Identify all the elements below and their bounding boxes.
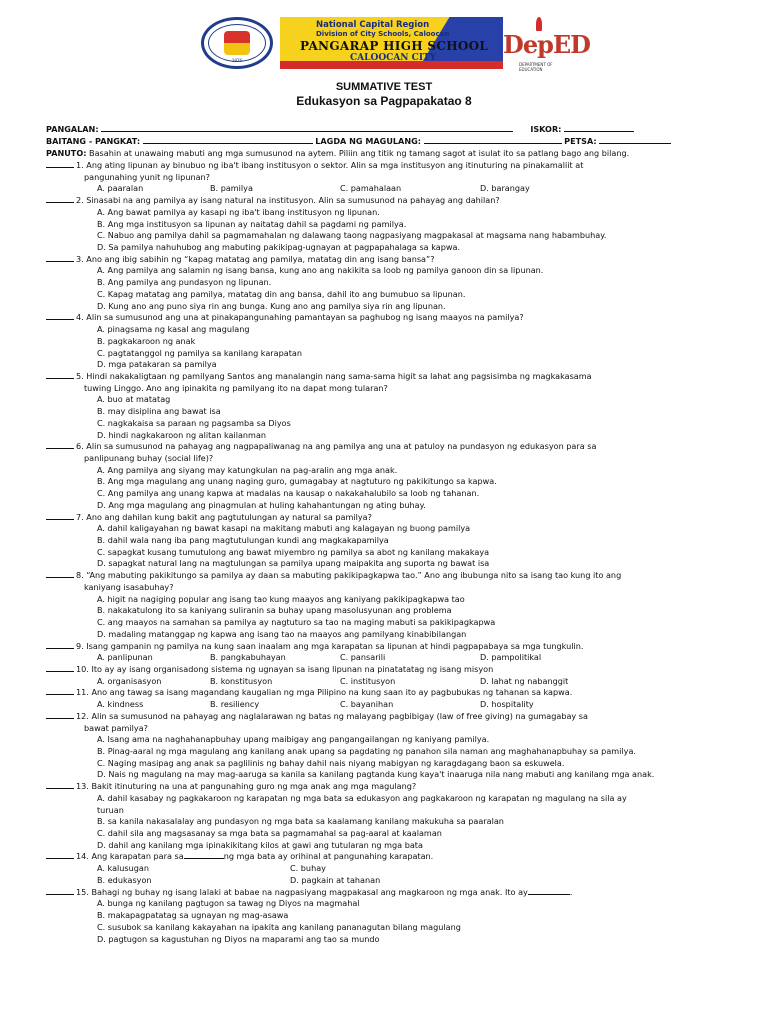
answer-choice: B. Ang pamilya ang pundasyon ng lipunan.: [97, 277, 272, 288]
answer-choice: D. Sa pamilya nahuhubog ang mabuting pakikipag-ugnayan at pagpapahalaga sa kapwa.: [97, 242, 461, 253]
answer-choice: A. pinagsama ng kasal ang magulang: [97, 324, 250, 335]
question-text: 15. Bahagi ng buhay ng isang lalaki at babae na nagpasiyang magpakasal ang magkaroon ng mga anak. Ito ay: [76, 886, 528, 897]
question-text: 13. Bakit itinuturing na una at pangunahing guro ng mga anak ang mga magulang?: [76, 781, 417, 792]
answer-choice: A. paaralan: [97, 183, 144, 194]
name-field[interactable]: [101, 124, 513, 132]
answer-choice: A. Ang pamilya ang salamin ng isang bansa, kung ano ang nakikita sa loob ng pamilya ganoon din sa lipunan.: [97, 265, 544, 276]
parent-signature-field[interactable]: [424, 136, 562, 144]
answer-choice: C. Kapag matatag ang pamilya, matatag din ang bansa, dahil ito ang bumubuo sa lipunan.: [97, 288, 466, 299]
answer-choice: C. susubok sa kanilang kakayahan na ipakita ang kanilang pananagutan bilang magulang: [97, 921, 461, 932]
answer-choice: B. nakakatulong ito sa kaniyang suliranin sa buhay upang masolusyunan ang problema: [97, 605, 452, 616]
answer-choice: turuan: [97, 804, 124, 815]
school-banner: [280, 17, 503, 69]
answer-choice: A. bunga ng kanilang pagtugon sa tawag ng Diyos na magmahal: [97, 898, 360, 909]
answer-choice: D. dahil ang kanilang mga ipinakikitang kilos at gawi ang tutularan ng mga bata: [97, 839, 423, 850]
answer-choice: D. hospitality: [480, 699, 534, 710]
grade-section-label: BAITANG - PANGKAT:: [46, 136, 141, 146]
answer-choice: C. bayanihan: [340, 699, 394, 710]
answer-blank[interactable]: [46, 887, 74, 895]
question-text-continued: kaniyang isasabuhay?: [84, 581, 174, 592]
question-text-continued: pangunahing yunit ng lipunan?: [84, 171, 210, 182]
answer-blank[interactable]: [46, 254, 74, 262]
name-row: [46, 124, 634, 135]
answer-choice: B. pagkakaroon ng anak: [97, 335, 196, 346]
question-text: 9. Isang gampanin ng pamilya na kung saan inaalam ang mga karapatan sa lipunan at hindi pagpapabaya sa mga tungkulin.: [76, 640, 584, 651]
answer-choice: C. buhay: [290, 863, 326, 874]
question-stem: [46, 512, 372, 523]
answer-choice: C. pamahalaan: [340, 183, 402, 194]
question-stem: [46, 312, 524, 323]
answer-blank[interactable]: [46, 851, 74, 859]
question-text: 1. Ang ating lipunan ay binubuo ng iba't ibang institusyon o sektor. Alin sa mga institusyon ang itinuturing na pinakamaliit at: [76, 160, 584, 170]
answer-choice: D. pampolitikal: [480, 652, 542, 663]
region-text: National Capital Region: [316, 20, 430, 30]
deped-logo-icon: DepED DEPARTMENT OF EDUCATION: [503, 17, 573, 71]
answer-blank[interactable]: [46, 570, 74, 578]
question-stem: [46, 641, 583, 652]
answer-choice: B. may disiplina ang bawat isa: [97, 406, 221, 417]
page-subtitle: Edukasyon sa Pagpapakatao 8: [296, 94, 472, 108]
answer-choice: B. dahil wala nang iba pang magtutulungan kundi ang magkakapamilya: [97, 535, 389, 546]
school-name: PANGARAP HIGH SCHOOL: [300, 39, 489, 53]
answer-choice: C. dahil sila ang magsasanay sa mga bata sa pagmamahal sa pag-aaral at kaalaman: [97, 828, 442, 839]
division-text: Division of City Schools, Caloocan: [316, 30, 450, 38]
answer-choice: A. kindness: [97, 699, 144, 710]
question-text: 10. Ito ay ay isang organisadong sistema ng ugnayan sa isang lipunan na pinatatatag ng isang misyon: [76, 663, 494, 674]
score-label: ISKOR:: [530, 124, 562, 134]
question-stem: 15. Bahagi ng buhay ng isang lalaki at babae na nagpasiyang magpakasal ang magkaroon ng mga anak. Ito ay .: [46, 887, 572, 898]
question-text: 4. Alin sa sumusunod ang una at pinakapangunahing pamantayan sa paghubog ng isang maayos na pamilya?: [76, 312, 524, 323]
answer-choice: B. Ang mga magulang ang unang naging guro, gumagabay at nagtuturo ng pakikitungo sa kapwa.: [97, 476, 497, 487]
answer-choice: D. madaling matanggap ng kapwa ang isang tao na maayos ang pamilyang kinabibilangan: [97, 628, 467, 639]
answer-blank[interactable]: [46, 371, 74, 379]
answer-blank[interactable]: [46, 711, 74, 719]
answer-choice: C. Naging masipag ang anak sa paglilinis ng bahay dahil nais niyang mabigyan ng karagdagang baon sa eskuwela.: [97, 757, 565, 768]
answer-choice: D. pagtugon sa kagustuhan ng Diyos na maparami ang tao sa mundo: [97, 933, 380, 944]
answer-choice: D. lahat ng nabanggit: [480, 675, 569, 686]
answer-choice: A. dahil kaligayahan ng bawat kasapi na makitang mabuti ang kalagayan ng buong pamilya: [97, 523, 471, 534]
answer-choice: C. nagkakaisa sa paraan ng pagsamba sa Diyos: [97, 417, 291, 428]
question-stem: [46, 851, 433, 862]
question-stem: [46, 371, 592, 382]
question-stem: [46, 687, 572, 698]
answer-blank[interactable]: [46, 687, 74, 695]
inline-blank[interactable]: [184, 851, 224, 859]
question-text-continued: ng mga bata ay orihinal at pangunahing karapatan.: [223, 851, 434, 862]
name-label: PANGALAN:: [46, 124, 99, 134]
question-stem: [46, 195, 500, 206]
answer-choice: B. resiliency: [210, 699, 260, 710]
answer-choice: A. organisasyon: [97, 675, 162, 686]
answer-choice: B. sa kanila nakasalalay ang pundasyon ng mga bata sa kaalamang kanilang makukuha sa paaralan: [97, 816, 504, 827]
answer-choice: B. Ang mga institusyon sa lipunan ay naitatag dahil sa pagdami ng pamilya.: [97, 218, 407, 229]
score-field[interactable]: [564, 124, 634, 132]
question-text: 11. Ano ang tawag sa isang magandang kaugalian ng mga Pilipino na kung saan ito ay pagbubukas ng tahanan sa kapwa.: [76, 687, 573, 698]
answer-blank[interactable]: [46, 160, 74, 168]
answer-choice: C. institusyon: [340, 675, 396, 686]
question-stem: [46, 781, 416, 792]
grade-section-field[interactable]: [143, 136, 313, 144]
answer-choice: D. hindi nagkakaroon ng alitan kailanman: [97, 429, 267, 440]
answer-choice: A. Isang ama na naghahanapbuhay upang maibigay ang pangangailangan ng kaniyang pamilya.: [97, 734, 490, 745]
instructions-label: PANUTO:: [46, 148, 87, 158]
answer-choice: B. pangkabuhayan: [210, 652, 286, 663]
answer-choice: B. pamilya: [210, 183, 253, 194]
page-title: SUMMATIVE TEST: [335, 81, 433, 93]
answer-choice: C. pagtatanggol ng pamilya sa kanilang karapatan: [97, 347, 302, 358]
question-stem: [46, 441, 596, 452]
answer-choice: D. Ang mga magulang ang pinagmulan at huling kahahantungan ng ating buhay.: [97, 499, 426, 510]
answer-choice: B. edukasyon: [97, 874, 152, 885]
answer-choice: C. sapagkat kusang tumutulong ang bawat miyembro ng pamilya sa abot ng kanilang makakaya: [97, 546, 490, 557]
city-name: CALOOCAN CITY: [350, 53, 437, 63]
instructions-text: Basahin at unawaing mabuti ang mga sumusunod na aytem. Piliin ang titik ng tamang sagot at isulat ito sa patlang bago ang bilang.: [89, 148, 630, 158]
inline-blank[interactable]: [528, 887, 570, 895]
answer-choice: D. Kung ano ang puno siya rin ang bunga. Kung ano ang pamilya siya rin ang lipunan.: [97, 300, 446, 311]
instructions: [46, 148, 629, 159]
parent-signature-label: LAGDA NG MAGULANG:: [315, 136, 421, 146]
answer-choice: D. Nais ng magulang na may mag-aaruga sa kanila sa kanilang pagtanda kung kaya't inaaruga nila nang mabuti ang kanilang mga anak.: [97, 769, 655, 780]
answer-blank[interactable]: [46, 512, 74, 520]
answer-choice: C. ang maayos na samahan sa pamilya ay nagtuturo sa tao na maging mabuti sa pakikipagkapwa: [97, 617, 496, 628]
answer-choice: A. dahil kasabay ng pagkakaroon ng karapatan ng mga bata sa edukasyon ang pagkakaroon ng karapatan ng magulang na sila ay: [97, 792, 627, 803]
question-text: 2. Sinasabi na ang pamilya ay isang natural na institusyon. Alin sa sumusunod na pahayag ang dahilan?: [76, 195, 500, 206]
question-stem: [46, 570, 621, 581]
school-seal-icon: 1976: [201, 17, 273, 69]
answer-blank[interactable]: [46, 664, 74, 672]
question-stem: [46, 254, 434, 265]
question-stem: [46, 160, 583, 171]
date-label: PETSA:: [564, 136, 597, 146]
question-stem: [46, 664, 493, 675]
question-stem: [46, 711, 588, 722]
answer-choice: C. Ang pamilya ang unang kapwa at madalas na kausap o nakakahalubilo sa loob ng tahanan.: [97, 488, 480, 499]
page-header: [0, 0, 768, 78]
answer-choice: A. Ang bawat pamilya ay kasapi ng iba't ibang institusyon ng lipunan.: [97, 206, 380, 217]
question-text: 12. Alin sa sumusunod na pahayag ang naglalarawan ng batas ng malayang pagbibigay (law of free giving) na gumagabay sa: [76, 710, 588, 721]
question-text: 14. Ang karapatan para sa: [76, 851, 184, 862]
question-text-continued: bawat pamilya?: [84, 722, 148, 733]
question-text: 5. Hindi nakakaligtaan ng pamilyang Santos ang manalangin nang sama-sama higit sa lahat ang pagsisimba ng magkakasama: [76, 370, 592, 381]
answer-choice: B. makapagpatatag sa ugnayan ng mag-asawa: [97, 910, 289, 921]
answer-choice: D. barangay: [480, 183, 530, 194]
answer-choice: D. sapagkat natural lang na magtulungan sa pamilya upang maipakita ang suporta ng bawat isa: [97, 558, 490, 569]
grade-row: [46, 136, 671, 147]
question-text: 8. “Ang mabuting pakikitungo sa pamilya ay daan sa mabuting pakikipagkapwa tao.” Ano ang ibubunga nito sa isang tao kung ito ang: [76, 570, 622, 581]
answer-choice: A. Ang pamilya ang siyang may katungkulan na pag-aralin ang mga anak.: [97, 464, 398, 475]
answer-blank[interactable]: [46, 781, 74, 789]
answer-blank[interactable]: [46, 441, 74, 449]
question-text: 6. Alin sa sumusunod na pahayag ang nagpapaliwanag na ang pamilya ang una at patuloy na pundasyon ng edukasyon para sa: [76, 441, 597, 452]
answer-choice: C. pansarili: [340, 652, 386, 663]
question-text: 3. Ano ang ibig sabihin ng “kapag matatag ang pamilya, matatag din ang isang bansa”?: [76, 253, 435, 264]
question-text-continued: panlipunang buhay (social life)?: [84, 453, 214, 463]
answer-choice: C. Nabuo ang pamilya dahil sa pagmamahalan ng dalawang taong nagpasiyang magpakasal at magsama nang habambuhay.: [97, 230, 607, 241]
answer-choice: A. kalusugan: [97, 863, 149, 874]
answer-choice: A. higit na nagiging popular ang isang tao kung maayos ang kaniyang pakikipagkapwa tao: [97, 593, 465, 604]
answer-blank[interactable]: [46, 195, 74, 203]
answer-choice: D. pagkain at tahanan: [290, 874, 381, 885]
answer-choice: A. buo at matatag: [97, 394, 171, 405]
date-field[interactable]: [599, 136, 671, 144]
answer-choice: A. panlipunan: [97, 652, 153, 663]
answer-choice: B. konstitusyon: [210, 675, 273, 686]
answer-choice: B. Pinag-aaral ng mga magulang ang kanilang anak upang sa pagdating ng panahon sila naman ang maghahanapbuhay sa pamilya.: [97, 746, 636, 756]
answer-blank[interactable]: [46, 641, 74, 649]
answer-choice: D. mga patakaran sa pamilya: [97, 359, 217, 370]
question-text-continued: tuwing Linggo. Ano ang ipinakita ng pamilyang ito na dapat mong tularan?: [84, 382, 388, 393]
question-text: 7. Ano ang dahilan kung bakit ang pagtutulungan ay natural sa pamilya?: [76, 511, 372, 522]
answer-blank[interactable]: [46, 312, 74, 320]
